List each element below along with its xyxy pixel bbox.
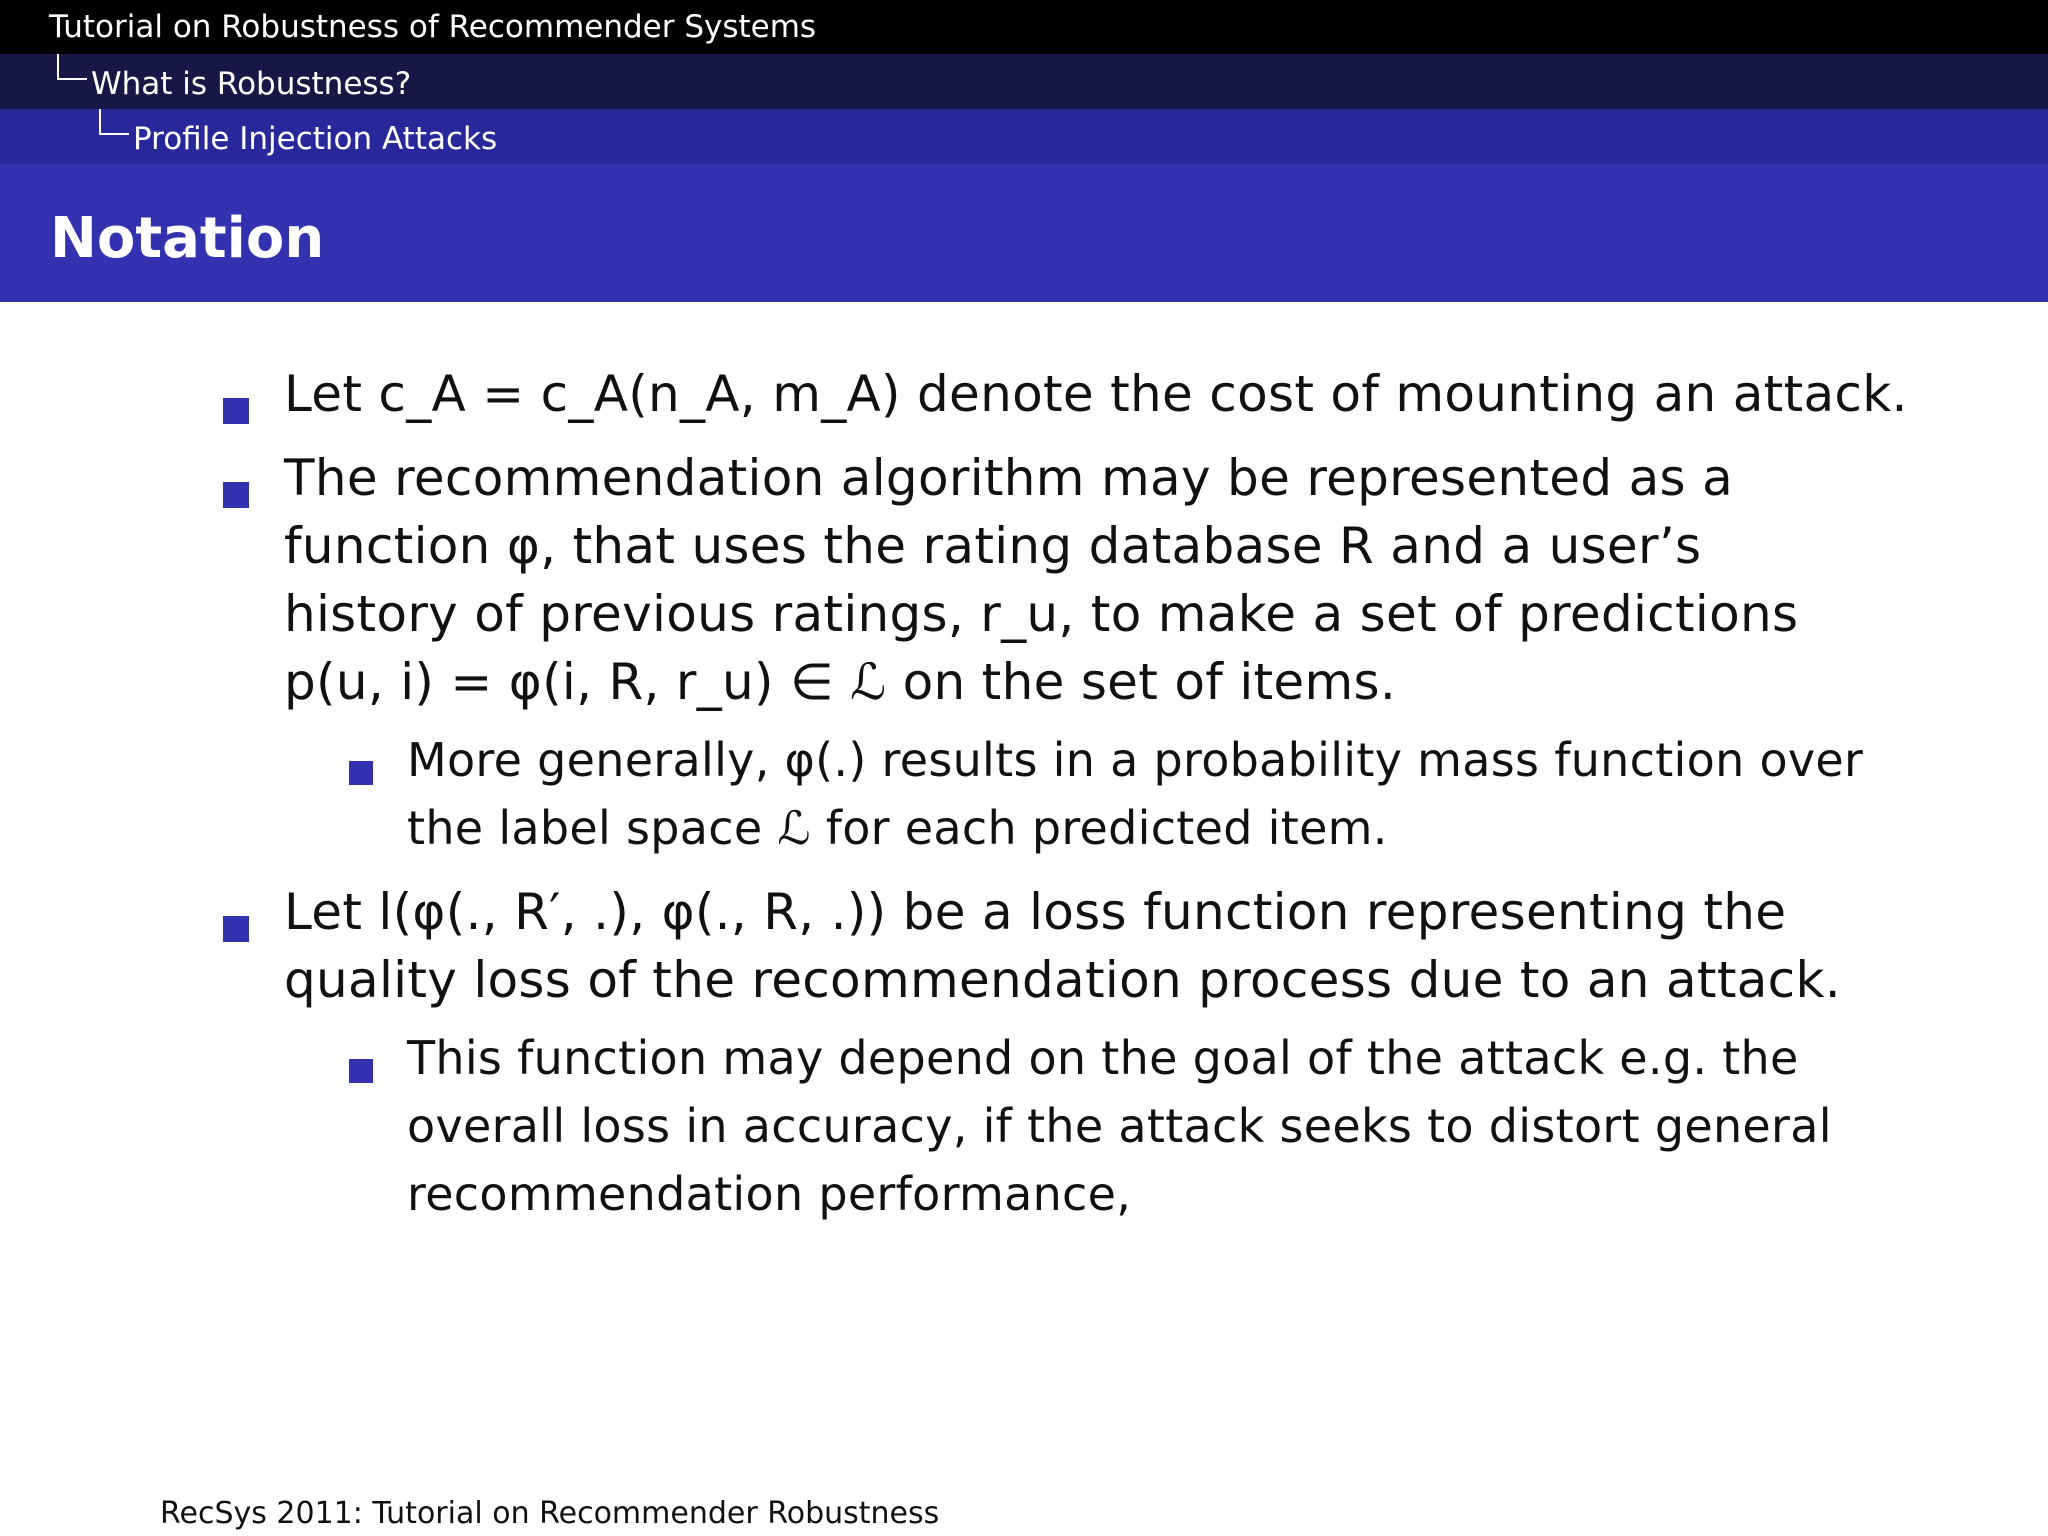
- bullet-line: The recommendation algorithm may be represented as a: [284, 449, 1734, 507]
- sub-bullet-line: overall loss in accuracy, if the attack seeks to distort general: [407, 1099, 1832, 1153]
- bullet-square-icon: [223, 916, 249, 942]
- nav-subsection-label: What is Robustness?: [91, 66, 412, 102]
- nav-subsubsection[interactable]: [0, 109, 2048, 164]
- sub-bullet-square-icon: [349, 1059, 373, 1083]
- sub-bullet-line: This function may depend on the goal of the attack e.g. the: [407, 1031, 1799, 1085]
- bullet-item: [284, 878, 1904, 1014]
- nav-subsubsection-label: Profile Injection Attacks: [133, 121, 498, 157]
- sub-bullet-line: More generally, φ(.) results in a probability mass function over: [407, 733, 1864, 787]
- bullet-item: [284, 444, 1904, 716]
- frame-title-bar: [0, 164, 2048, 302]
- frame-title: Notation: [50, 206, 325, 271]
- bullet-line: Let l(φ(., R′, .), φ(., R, .)) be a loss function representing the: [284, 883, 1787, 941]
- tree-branch-icon: [57, 54, 87, 80]
- bullet-line: function φ, that uses the rating database R and a user’s: [284, 517, 1702, 575]
- sub-bullet-item: [407, 726, 1887, 862]
- bullet-line: quality loss of the recommendation process due to an attack.: [284, 951, 1841, 1009]
- slide-body: [0, 360, 2048, 1228]
- sub-bullet-line: recommendation performance,: [407, 1167, 1132, 1221]
- bullet-line: p(u, i) = φ(i, R, r_u) ∈ ℒ on the set of items.: [284, 653, 1397, 711]
- sub-bullet-square-icon: [349, 761, 373, 785]
- sub-bullet-item: [407, 1024, 1887, 1228]
- bullet-item: [284, 360, 1908, 428]
- nav-section-label: Tutorial on Robustness of Recommender Systems: [49, 9, 817, 45]
- bullet-line: Let c_A = c_A(n_A, m_A) denote the cost of mounting an attack.: [284, 365, 1908, 423]
- footer-text: RecSys 2011: Tutorial on Recommender Robustness: [160, 1496, 940, 1531]
- nav-subsection[interactable]: [0, 54, 2048, 109]
- nav-section[interactable]: [0, 0, 2048, 54]
- tree-branch-icon: [99, 109, 129, 135]
- bullet-square-icon: [223, 398, 249, 424]
- bullet-square-icon: [223, 482, 249, 508]
- bullet-line: history of previous ratings, r_u, to make a set of predictions: [284, 585, 1799, 643]
- sub-bullet-line: the label space ℒ for each predicted item.: [407, 801, 1388, 855]
